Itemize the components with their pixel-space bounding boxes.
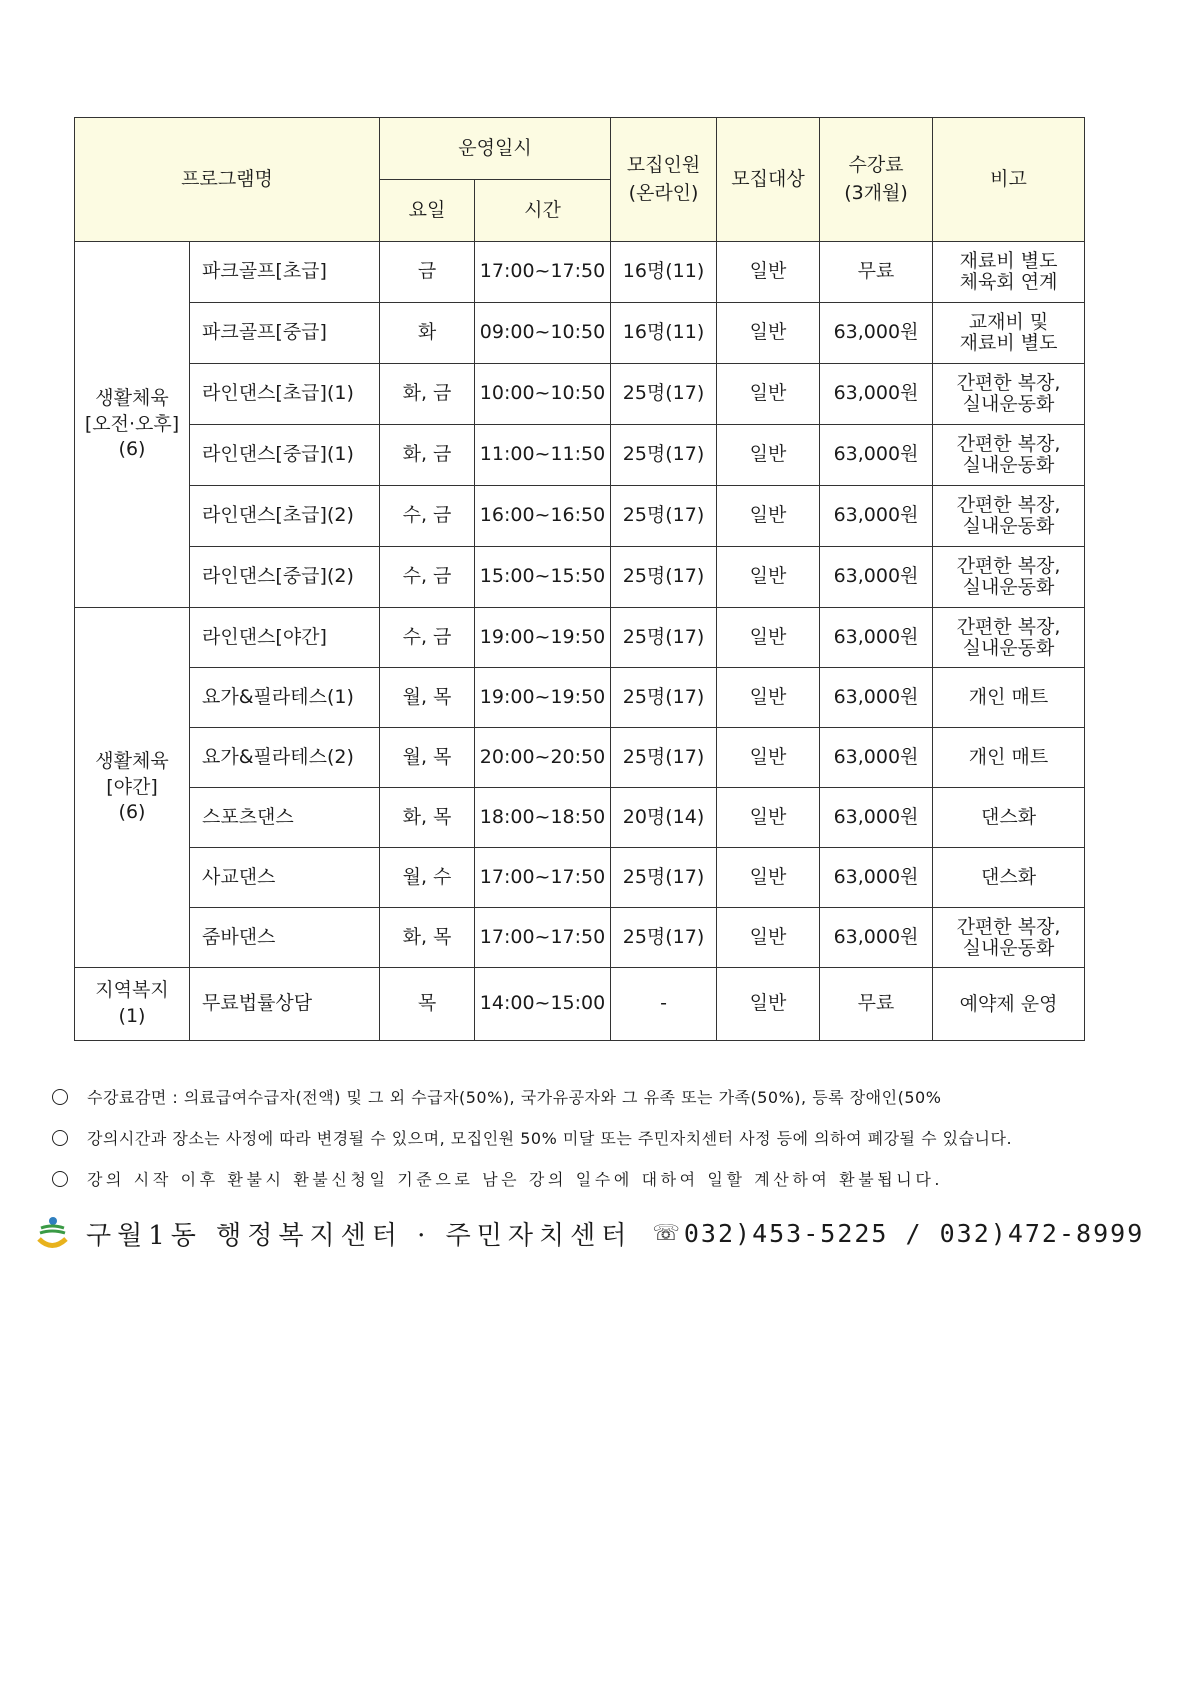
table-row <box>75 908 1085 968</box>
recruit-cell: - <box>611 968 717 1041</box>
category-cell <box>75 968 190 1041</box>
footer-contact <box>32 1210 1192 1256</box>
header-target: 모집대상 <box>717 118 820 242</box>
remark-line: 재료비 별도 <box>959 250 1058 273</box>
header-fee <box>820 118 933 242</box>
header-fee-line1: 수강료 <box>848 153 904 176</box>
note-item <box>52 1117 1192 1158</box>
phone-numbers: 032)453-5225 / 032)472-8999 <box>683 1218 1145 1248</box>
target-cell: 일반 <box>717 848 820 908</box>
header-recruit <box>611 118 717 242</box>
category-label-line: [오전·오후] <box>84 412 180 435</box>
header-day: 요일 <box>380 180 475 242</box>
remark-line: 실내운동화 <box>962 515 1055 537</box>
fee-cell: 63,000원 <box>820 668 933 728</box>
remark-line: 간편한 복장, <box>956 555 1061 578</box>
fee-cell: 63,000원 <box>820 364 933 425</box>
remark-line: 간편한 복장, <box>956 615 1061 638</box>
target-cell: 일반 <box>717 788 820 848</box>
time-cell: 15:00~15:50 <box>475 547 611 608</box>
fee-cell: 63,000원 <box>820 486 933 547</box>
time-cell: 17:00~17:50 <box>475 908 611 968</box>
fee-cell: 무료 <box>820 242 933 303</box>
header-remark: 비고 <box>933 118 1085 242</box>
note-item <box>52 1076 1192 1117</box>
remark-cell <box>933 547 1085 608</box>
fee-cell: 63,000원 <box>820 425 933 486</box>
day-cell: 월, 목 <box>380 728 475 788</box>
category-cell <box>75 242 190 608</box>
program-name-cell: 라인댄스[야간] <box>190 608 380 668</box>
target-cell: 일반 <box>717 668 820 728</box>
remark-line: 댄스화 <box>980 806 1037 829</box>
remark-line: 예약제 운영 <box>959 992 1058 1015</box>
target-cell: 일반 <box>717 968 820 1041</box>
recruit-cell: 20명(14) <box>611 788 717 848</box>
day-cell: 화, 목 <box>380 788 475 848</box>
category-label-line: (1) <box>118 1005 146 1027</box>
remark-cell <box>933 242 1085 303</box>
day-cell: 화, 금 <box>380 425 475 486</box>
remark-cell <box>933 364 1085 425</box>
remark-line: 재료비 별도 <box>959 332 1058 354</box>
recruit-cell: 25명(17) <box>611 425 717 486</box>
recruit-cell: 16명(11) <box>611 242 717 303</box>
program-name-cell: 스포츠댄스 <box>190 788 380 848</box>
program-name-cell: 라인댄스[초급](2) <box>190 486 380 547</box>
recruit-cell: 25명(17) <box>611 908 717 968</box>
program-name-cell: 사교댄스 <box>190 848 380 908</box>
target-cell: 일반 <box>717 908 820 968</box>
time-cell: 09:00~10:50 <box>475 303 611 364</box>
note-fee-reduction: 수강료감면 : 의료급여수급자(전액) 및 그 외 수급자(50%), 국가유공자와 그 유족 또는 가족(50%), 등록 장애인(50% <box>87 1088 942 1107</box>
header-recruit-line2: (온라인) <box>628 181 699 204</box>
remark-line: 체육회 연계 <box>959 271 1058 293</box>
phone-icon: ☏ <box>652 1220 680 1246</box>
target-cell: 일반 <box>717 425 820 486</box>
program-name-cell: 줌바댄스 <box>190 908 380 968</box>
day-cell: 수, 금 <box>380 547 475 608</box>
remark-cell <box>933 848 1085 908</box>
note-item <box>52 1158 1192 1199</box>
circle-bullet-icon <box>52 1130 68 1146</box>
table-body <box>75 242 1085 1041</box>
table-row <box>75 486 1085 547</box>
recruit-cell: 25명(17) <box>611 608 717 668</box>
program-name-cell: 라인댄스[초급](1) <box>190 364 380 425</box>
day-cell: 목 <box>380 968 475 1041</box>
category-label-line: [야간] <box>106 775 158 798</box>
table-row <box>75 848 1085 908</box>
table-header <box>75 118 1085 242</box>
target-cell: 일반 <box>717 364 820 425</box>
header-fee-line2: (3개월) <box>844 181 908 204</box>
recruit-cell: 25명(17) <box>611 547 717 608</box>
remark-line: 실내운동화 <box>962 393 1055 415</box>
recruit-cell: 25명(17) <box>611 668 717 728</box>
gu-logo-icon <box>32 1213 72 1253</box>
remark-line: 실내운동화 <box>962 454 1055 476</box>
recruit-cell: 16명(11) <box>611 303 717 364</box>
program-schedule-table <box>74 117 1085 1041</box>
program-name-cell: 요가&필라테스(1) <box>190 668 380 728</box>
remark-cell <box>933 908 1085 968</box>
remark-line: 개인 매트 <box>968 746 1049 769</box>
header-schedule: 운영일시 <box>380 118 611 180</box>
fee-cell: 63,000원 <box>820 908 933 968</box>
fee-cell: 63,000원 <box>820 608 933 668</box>
note-refund: 강의 시작 이후 환불시 환불신청일 기준으로 남은 강의 일수에 대하여 일할 계산하여 환불됩니다. <box>87 1170 944 1189</box>
remark-cell <box>933 425 1085 486</box>
fee-cell: 63,000원 <box>820 547 933 608</box>
category-label-line: (6) <box>118 438 146 461</box>
remark-line: 간편한 복장, <box>956 433 1061 456</box>
remark-line: 교재비 및 <box>968 311 1049 334</box>
table-row <box>75 608 1085 668</box>
time-cell: 19:00~19:50 <box>475 608 611 668</box>
header-program: 프로그램명 <box>75 118 380 242</box>
time-cell: 17:00~17:50 <box>475 848 611 908</box>
remark-cell <box>933 728 1085 788</box>
remark-line: 실내운동화 <box>962 576 1055 598</box>
notes-section <box>52 1076 1192 1199</box>
table-row <box>75 728 1085 788</box>
time-cell: 19:00~19:50 <box>475 668 611 728</box>
table-row <box>75 303 1085 364</box>
day-cell: 월, 수 <box>380 848 475 908</box>
remark-line: 간편한 복장, <box>956 494 1061 517</box>
day-cell: 금 <box>380 242 475 303</box>
remark-line: 개인 매트 <box>968 686 1049 709</box>
note-schedule-change: 강의시간과 장소는 사정에 따라 변경될 수 있으며, 모집인원 50% 미달 또는 주민자치센터 사정 등에 의하여 폐강될 수 있습니다. <box>87 1129 1013 1148</box>
circle-bullet-icon <box>52 1089 68 1105</box>
header-recruit-line1: 모집인원 <box>626 153 701 176</box>
circle-bullet-icon <box>52 1171 68 1187</box>
table-row <box>75 668 1085 728</box>
day-cell: 화, 금 <box>380 364 475 425</box>
table-row <box>75 364 1085 425</box>
target-cell: 일반 <box>717 547 820 608</box>
time-cell: 17:00~17:50 <box>475 242 611 303</box>
program-name-cell: 라인댄스[중급](2) <box>190 547 380 608</box>
table-row <box>75 547 1085 608</box>
fee-cell: 무료 <box>820 968 933 1041</box>
day-cell: 월, 목 <box>380 668 475 728</box>
remark-cell <box>933 968 1085 1041</box>
table-row <box>75 788 1085 848</box>
time-cell: 16:00~16:50 <box>475 486 611 547</box>
target-cell: 일반 <box>717 728 820 788</box>
category-label-line: (6) <box>118 801 146 824</box>
recruit-cell: 25명(17) <box>611 728 717 788</box>
recruit-cell: 25명(17) <box>611 848 717 908</box>
time-cell: 11:00~11:50 <box>475 425 611 486</box>
remark-cell <box>933 608 1085 668</box>
time-cell: 14:00~15:00 <box>475 968 611 1041</box>
category-cell <box>75 608 190 968</box>
fee-cell: 63,000원 <box>820 788 933 848</box>
category-label-line: 생활체육 <box>95 387 169 410</box>
table-row <box>75 425 1085 486</box>
target-cell: 일반 <box>717 486 820 547</box>
table-row <box>75 242 1085 303</box>
recruit-cell: 25명(17) <box>611 486 717 547</box>
category-label-line: 생활체육 <box>95 750 169 773</box>
remark-cell <box>933 788 1085 848</box>
program-name-cell: 요가&필라테스(2) <box>190 728 380 788</box>
recruit-cell: 25명(17) <box>611 364 717 425</box>
fee-cell: 63,000원 <box>820 848 933 908</box>
center-name: 구월1동 행정복지센터 · 주민자치센터 <box>86 1220 633 1251</box>
day-cell: 수, 금 <box>380 608 475 668</box>
day-cell: 수, 금 <box>380 486 475 547</box>
remark-line: 댄스화 <box>980 866 1037 889</box>
time-cell: 10:00~10:50 <box>475 364 611 425</box>
program-name-cell: 무료법률상담 <box>190 968 380 1041</box>
category-label-line: 지역복지 <box>95 979 169 1002</box>
remark-line: 실내운동화 <box>962 936 1055 959</box>
program-name-cell: 파크골프[초급] <box>190 242 380 303</box>
program-name-cell: 라인댄스[중급](1) <box>190 425 380 486</box>
remark-cell <box>933 486 1085 547</box>
remark-line: 실내운동화 <box>962 636 1055 659</box>
fee-cell: 63,000원 <box>820 303 933 364</box>
table-row <box>75 968 1085 1041</box>
target-cell: 일반 <box>717 303 820 364</box>
time-cell: 18:00~18:50 <box>475 788 611 848</box>
remark-line: 간편한 복장, <box>956 915 1061 938</box>
day-cell: 화 <box>380 303 475 364</box>
target-cell: 일반 <box>717 608 820 668</box>
time-cell: 20:00~20:50 <box>475 728 611 788</box>
fee-cell: 63,000원 <box>820 728 933 788</box>
remark-cell <box>933 303 1085 364</box>
day-cell: 화, 목 <box>380 908 475 968</box>
header-time: 시간 <box>475 180 611 242</box>
remark-cell <box>933 668 1085 728</box>
remark-line: 간편한 복장, <box>956 372 1061 395</box>
target-cell: 일반 <box>717 242 820 303</box>
program-name-cell: 파크골프[중급] <box>190 303 380 364</box>
